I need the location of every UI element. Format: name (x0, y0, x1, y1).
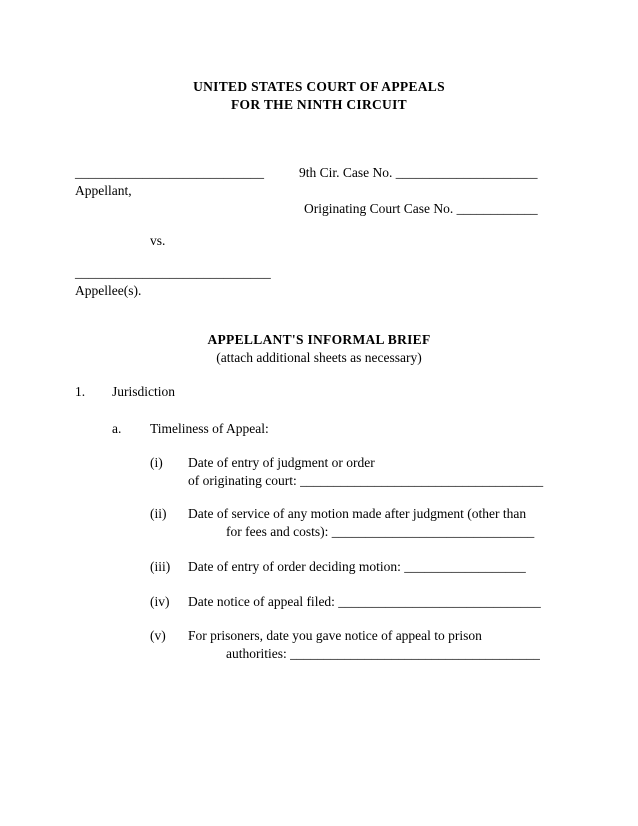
court-name-heading: UNITED STATES COURT OF APPEALS (193, 79, 445, 94)
brief-title: APPELLANT'S INFORMAL BRIEF (207, 332, 431, 347)
section-heading: Jurisdiction (112, 384, 175, 399)
item-number: (i) (150, 455, 163, 470)
brief-subtitle: (attach additional sheets as necessary) (216, 350, 422, 365)
item-text-continued: of originating court: ____________________________________ (188, 473, 544, 488)
appellant-name-blank: ____________________________ (75, 165, 264, 180)
item-text: Date notice of appeal filed: ______________________________ (188, 594, 541, 609)
section-number: 1. (75, 384, 86, 399)
subsection-heading: Timeliness of Appeal: (150, 421, 269, 436)
case-number-field: 9th Cir. Case No. _____________________ (299, 165, 538, 180)
originating-case-number-field: Originating Court Case No. ____________ (304, 201, 538, 216)
item-number: (iii) (150, 559, 171, 574)
subsection-label: a. (112, 421, 122, 436)
item-number: (ii) (150, 506, 167, 521)
circuit-heading: FOR THE NINTH CIRCUIT (231, 97, 407, 112)
item-text: Date of service of any motion made after judgment (other than (188, 506, 527, 521)
item-text: Date of entry of judgment or order (188, 455, 375, 470)
appellant-label: Appellant, (75, 183, 132, 198)
appellee-label: Appellee(s). (75, 283, 142, 298)
item-text: For prisoners, date you gave notice of appeal to prison (188, 628, 482, 643)
appellee-name-blank: _____________________________ (75, 265, 271, 280)
versus-label: vs. (150, 233, 166, 248)
item-text-continued: for fees and costs): ______________________________ (226, 524, 535, 539)
item-number: (iv) (150, 594, 170, 609)
item-text-continued: authorities: _____________________________________ (226, 646, 540, 661)
item-number: (v) (150, 628, 166, 643)
item-text: Date of entry of order deciding motion: __________________ (188, 559, 526, 574)
